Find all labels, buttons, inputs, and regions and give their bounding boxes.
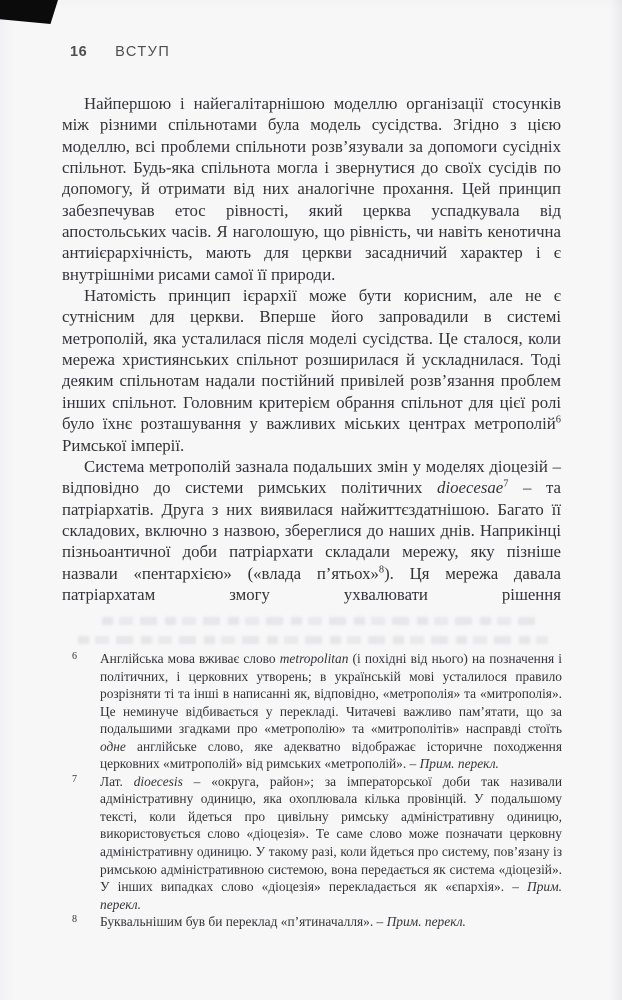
scan-corner-artifact: [0, 0, 58, 24]
footnote-text: Лат. dioecesis – «округа, район»; за імператорської доби так називали адміністративну одиницю, яка охоплювала кілька провінцій. У подальшому тексті, коли йдеться про цивільну римську адміністративну одиницю, використовується слово «діоцезія». Те саме слово може позначати церковну адміністративну одиницю. У такому разі, коли йдеться про систему, пов’язану із римською адміністративною системою, вона передається як система «діоцезій». У інших випадках слово «діоцезія» перекладається як «єпархія». – Прим. перекл.: [100, 773, 562, 912]
paragraph-1: Найпершою і найегалітарнішою моделлю організації стосунків між різними спільнотами була модель сусідства. Згідно з цією моделлю, всі проблеми спільноти розв’язували за допомоги сусідніх спільнот. Будь-яка спільнота могла і звернутися до своїх сусідів по допомогу, й отримати від них аналогічне прохання. Цей принцип забезпечував етос рівності, який церква успадкувала від апостольських часів. Я наголошую, що рівність, чи навіть кенотична антиієрархічність, мають для церкви засадничий характер і є внутрішніми рисами самої її природи.: [62, 94, 561, 284]
body-text: [62, 93, 561, 605]
footnote-number: 7: [72, 773, 77, 785]
paragraph-2: Натомість принцип ієрархії може бути корисним, але не є сутнісним для церкви. Вперше його запровадили в системі метрополій, яка усталилася після моделі сусідства. Це сталося, коли мережа християнських спільнот розширилася й ускладнилася. Тоді деяким спільнотам надали постійний привілей розв’язання проблем інших спільнот. Головним критерієм обрання спільнот для цієї ролі було їхнє розташування у важливих міських центрах метрополій$^6$ Римської імперії.: [62, 286, 561, 455]
paragraph-3: Система метрополій зазнала подальших змін у моделях діоцезій – відповідно до системи римських політичних dioecesae$^7$ – та патріархатів. Друга з них виявилася найжиттєздатнішою. Багато її складових, включно з назвою, збереглися до наших днів. Наприкінці пізньоантичної доби патріархати складали мережу, яку пізніше назвали «пентархією» («влада п’ятьох»$^8$). Ця мережа давала патріархатам змогу ухвалювати рішення: [62, 456, 561, 604]
footnote-number: 8: [72, 914, 77, 926]
running-header: [70, 44, 170, 60]
footnotes-block: [70, 650, 562, 931]
bleed-through-line: [78, 636, 548, 644]
footnote-text: Англійська мова вживає слово metropolitan (і похідні від нього) на позначення і політичних, і церковних утворень; в українській мові усталилося правило розрізняти ті та інші в написанні як, відповідно, «метрополія» та «митрополія». Це неминуче відбивається у перекладі. Читачеві важливо пам’ятати, що за подальшими згадками про «метрополію» та «митрополітів» насправді стоїть одне англійське слово, яке адекватно відображає історичне походження церковних «митрополій» від римських «метрополій». – Прим. перекл.: [100, 651, 562, 772]
footnote-text: Буквальнішим був би переклад «п’ятиначалля». – Прим. перекл.: [100, 914, 466, 930]
footnote-6: [70, 650, 562, 773]
footnote-8: [70, 913, 562, 931]
bleed-through-line: [102, 617, 542, 625]
footnote-number: 6: [72, 651, 77, 662]
footnote-7: [70, 773, 562, 913]
chapter-title: ВСТУП: [115, 44, 171, 60]
page-number: 16: [70, 44, 88, 60]
